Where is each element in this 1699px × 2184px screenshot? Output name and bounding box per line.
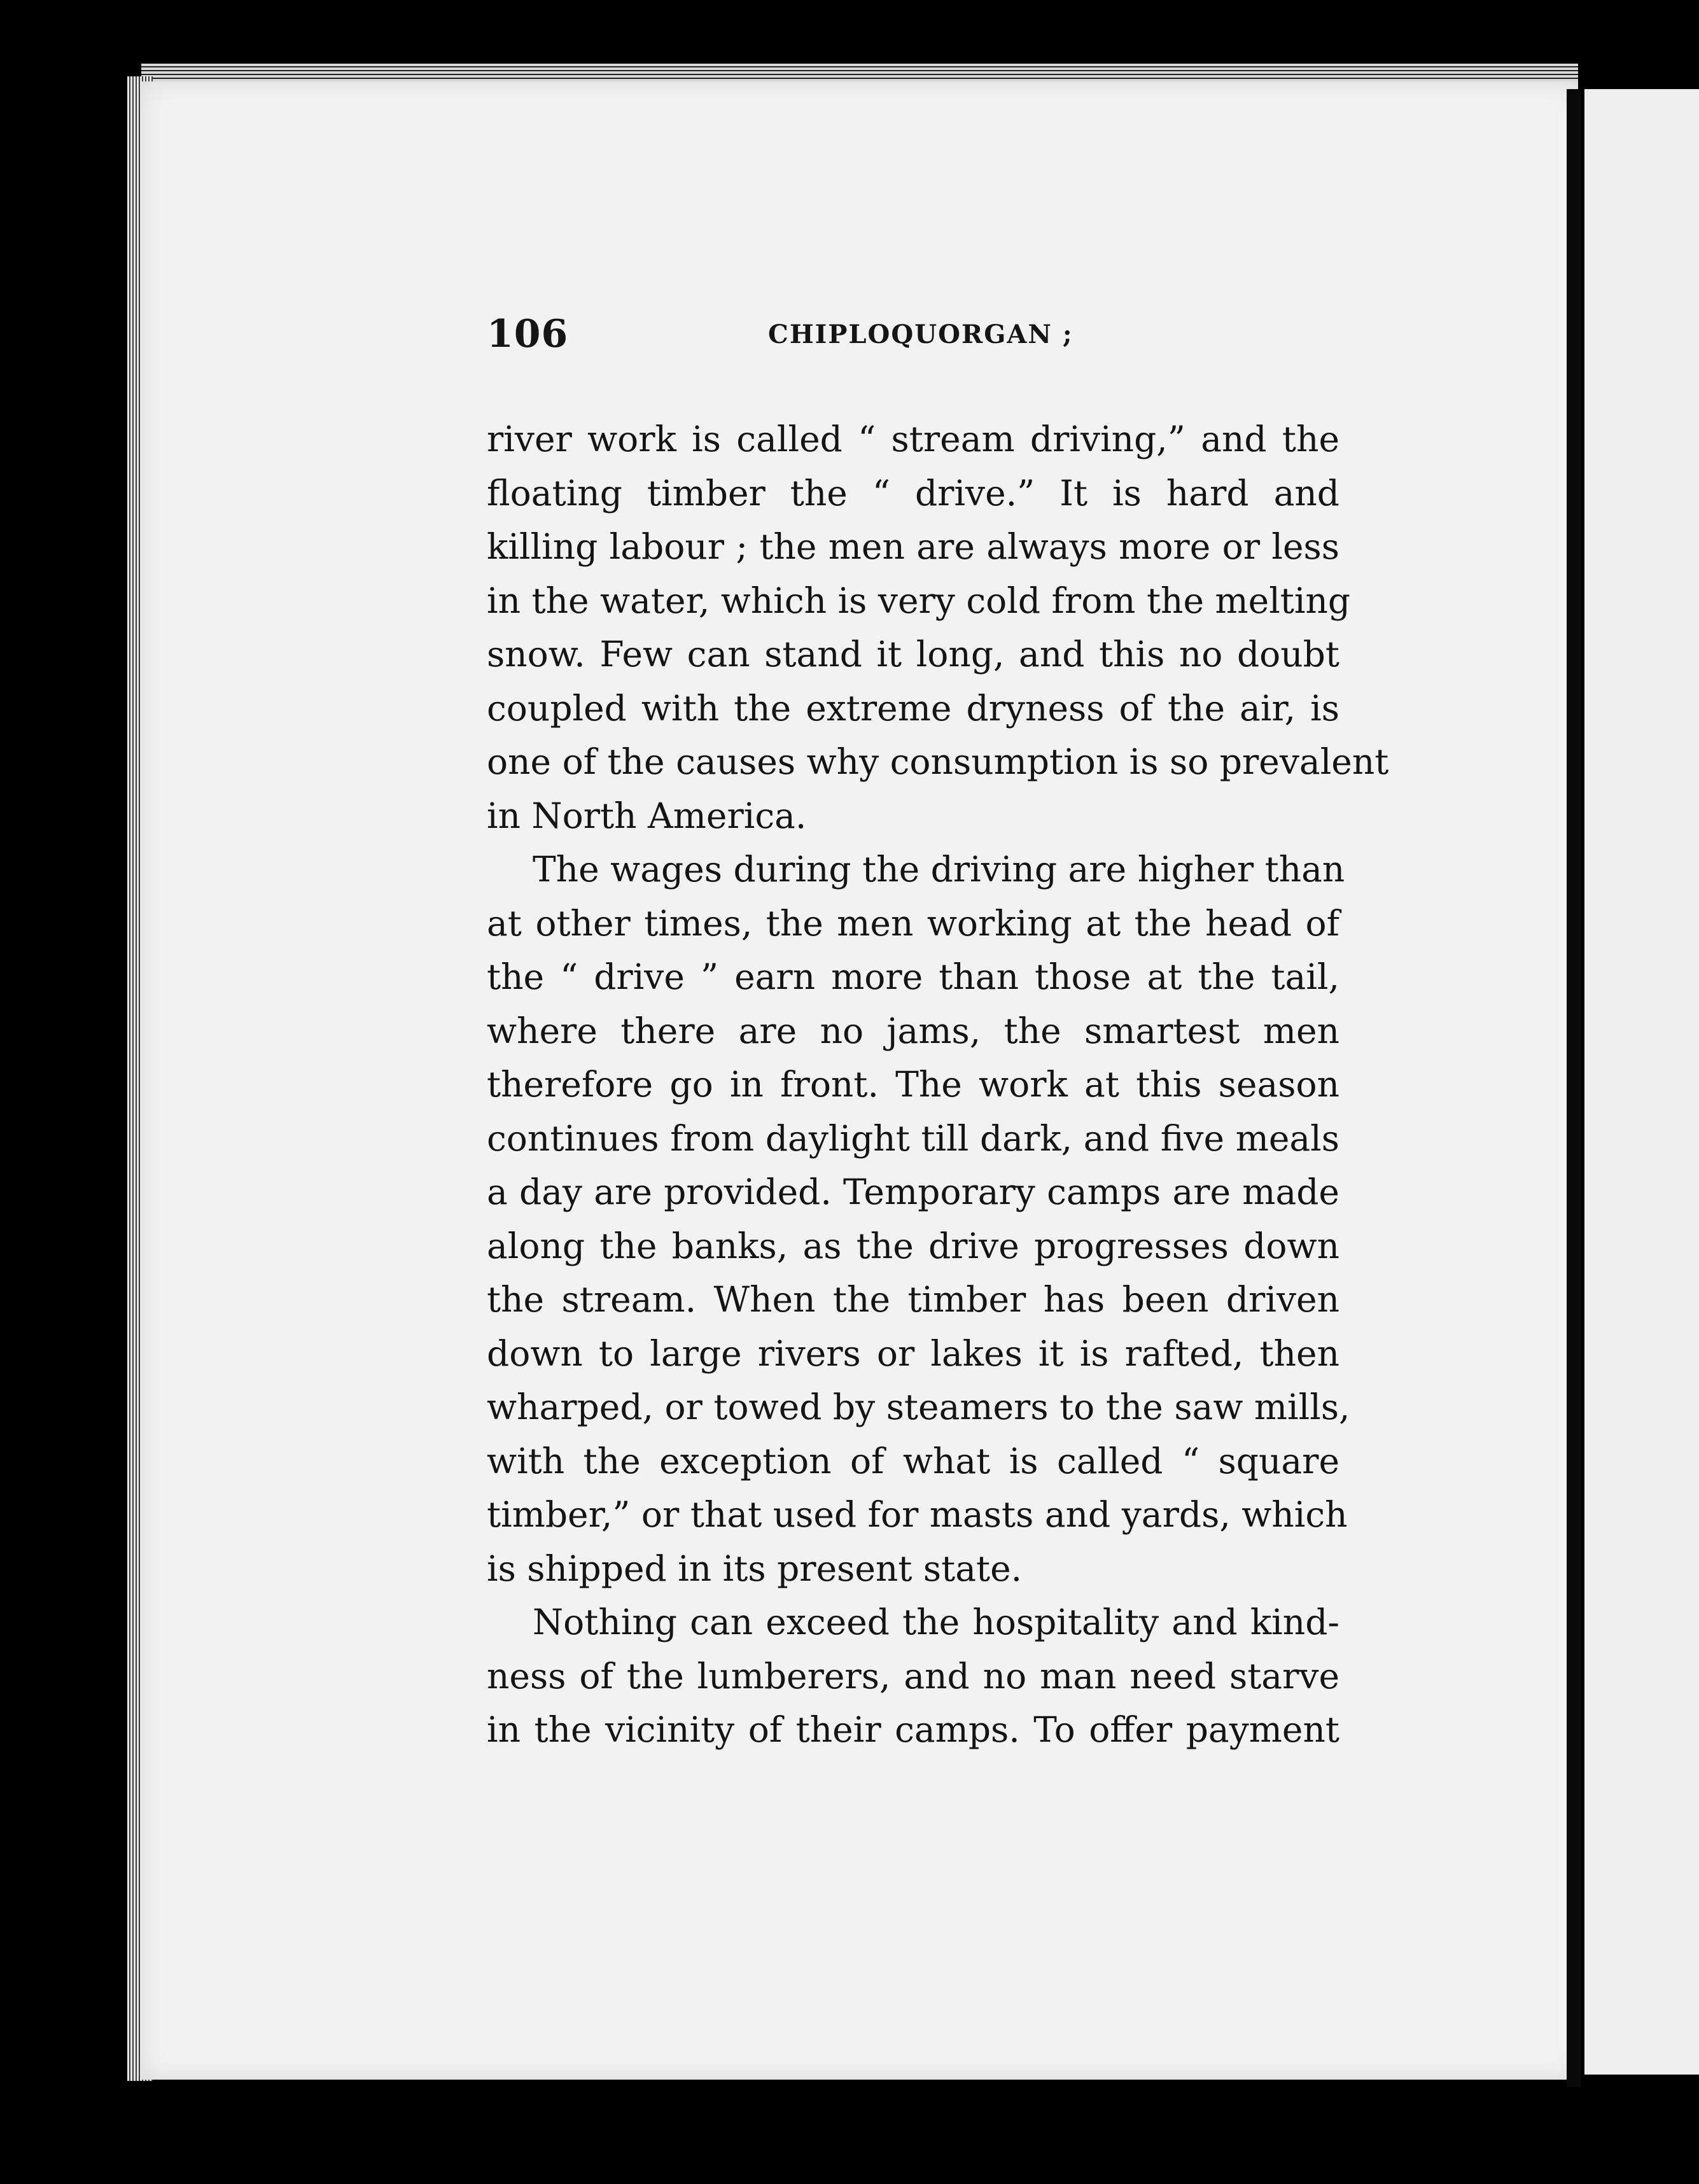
text-line: is shipped in its present state.: [487, 1548, 1023, 1589]
text-line: where there are no jams, the smartest men: [487, 1010, 1339, 1051]
running-head: [487, 312, 1378, 375]
text-line: continues from daylight till dark, and five meals: [487, 1117, 1339, 1159]
text-line: floating timber the “ drive.” It is hard and: [487, 472, 1339, 514]
text-line: one of the causes why consumption is so prevalent: [487, 741, 1389, 782]
text-line: river work is called “ stream driving,” and the: [487, 419, 1339, 459]
text-line: coupled with the extreme dryness of the air, is: [487, 687, 1339, 729]
paragraph: [487, 412, 1389, 843]
text-line: wharped, or towed by steamers to the saw mills,: [487, 1387, 1350, 1427]
text-line: ness of the lumberers, and no man need starve: [487, 1655, 1339, 1697]
paragraph: [487, 1595, 1339, 1757]
running-title: CHIPLOQUORGAN ;: [768, 319, 1073, 349]
page-top-edge: [141, 64, 1578, 83]
text-line: snow. Few can stand it long, and this no doubt: [487, 634, 1339, 675]
text-line: in the vicinity of their camps. To offer payment: [487, 1709, 1339, 1750]
text-line: in North America.: [487, 795, 807, 836]
text-line: therefore go in front. The work at this season: [487, 1064, 1339, 1105]
text-line: with the exception of what is called “ square: [487, 1440, 1339, 1481]
text-line: killing labour ; the men are always more or less: [487, 526, 1339, 567]
text-line: in the water, which is very cold from the melting: [487, 580, 1351, 621]
text-line: timber,” or that used for masts and yards, which: [487, 1494, 1348, 1535]
page-gutter: [1567, 89, 1581, 2087]
text-line: The wages during the driving are higher than: [533, 849, 1345, 890]
facing-page-edge: [1584, 89, 1699, 2075]
text-line: at other times, the men working at the head of: [487, 902, 1339, 944]
paragraph: [487, 843, 1350, 1595]
text-line: down to large rivers or lakes it is rafted, then: [487, 1333, 1339, 1374]
text-line: along the banks, as the drive progresses down: [487, 1225, 1339, 1266]
text-line: the “ drive ” earn more than those at the tail,: [487, 956, 1339, 997]
page-number: 106: [487, 312, 569, 356]
text-line: Nothing can exceed the hospitality and kind-: [533, 1602, 1339, 1642]
body-text: [487, 412, 1389, 1757]
text-line: a day are provided. Temporary camps are made: [487, 1172, 1339, 1212]
text-line: the stream. When the timber has been driven: [487, 1279, 1339, 1320]
